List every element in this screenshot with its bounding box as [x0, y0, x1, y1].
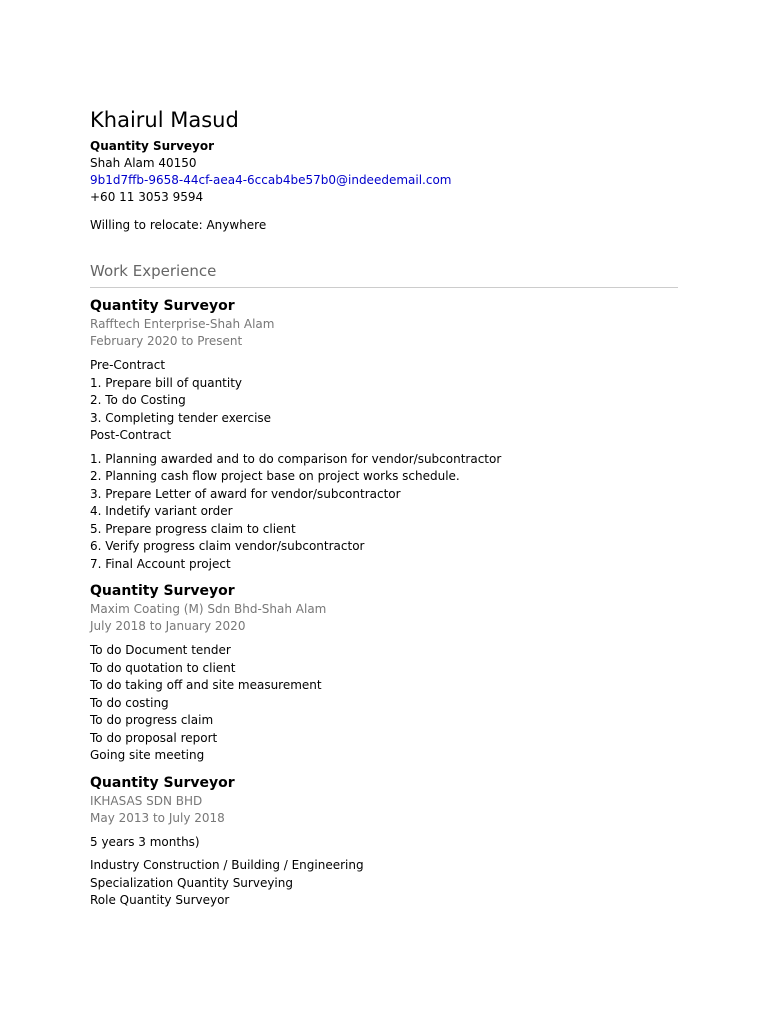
- job-entry: [90, 297, 678, 573]
- description-line: 3. Prepare Letter of award for vendor/subcontractor: [90, 486, 401, 501]
- description-line: 1. Prepare bill of quantity: [90, 375, 243, 390]
- description-line: Post-Contract: [90, 428, 172, 442]
- description-line: 2. Planning cash flow project base on project works schedule.: [90, 469, 460, 483]
- resume: [90, 104, 678, 910]
- description-line: Pre-Contract: [90, 358, 166, 372]
- job-description: [90, 357, 678, 445]
- description-line: To do costing: [90, 695, 169, 710]
- phone: +60 11 3053 9594: [90, 190, 204, 204]
- description-line: 7. Final Account project: [90, 556, 231, 571]
- headline: Quantity Surveyor: [90, 139, 215, 153]
- job-description: [90, 857, 678, 910]
- candidate-name: Khairul Masud: [90, 108, 239, 132]
- description-line: Industry Construction / Building / Engineering: [90, 858, 364, 872]
- relocate-preference: Willing to relocate: Anywhere: [90, 218, 267, 232]
- job-company-line: [90, 316, 678, 333]
- job-company: IKHASAS SDN BHD: [90, 793, 203, 808]
- work-experience-heading: Work Experience: [90, 262, 217, 280]
- location: Shah Alam 40150: [90, 156, 197, 170]
- description-line: Role Quantity Surveyor: [90, 893, 230, 907]
- description-line: Specialization Quantity Surveying: [90, 875, 293, 890]
- job-location: Shah Alam: [261, 602, 327, 616]
- job-description: [90, 642, 678, 765]
- job-dates: July 2018 to January 2020: [90, 619, 246, 633]
- description-line: To do Document tender: [90, 643, 231, 657]
- description-line: To do quotation to client: [90, 660, 236, 675]
- job-location: Shah Alam: [209, 317, 275, 331]
- job-description: [90, 451, 678, 574]
- description-line: To do taking off and site measurement: [90, 678, 322, 692]
- job-dates: February 2020 to Present: [90, 334, 243, 348]
- job-entry: [90, 582, 678, 765]
- description-line: 5 years 3 months): [90, 834, 200, 849]
- description-line: 6. Verify progress claim vendor/subcontractor: [90, 539, 365, 553]
- description-line: 2. To do Costing: [90, 393, 186, 407]
- job-dates: May 2013 to July 2018: [90, 810, 225, 825]
- job-company-line: [90, 601, 678, 618]
- job-description: [90, 834, 678, 852]
- job-company: Rafftech Enterprise: [90, 317, 206, 331]
- company-separator: -: [205, 317, 210, 331]
- job-title: Quantity Surveyor: [90, 774, 235, 791]
- job-title: Quantity Surveyor: [90, 298, 235, 314]
- description-line: To do proposal report: [90, 730, 218, 745]
- email-link[interactable]: 9b1d7ffb-9658-44cf-aea4-6ccab4be57b0@indeedemail.com: [90, 173, 452, 187]
- job-company: Maxim Coating (M) Sdn Bhd: [90, 602, 258, 616]
- description-line: 5. Prepare progress claim to client: [90, 521, 296, 536]
- company-separator: -: [257, 602, 262, 616]
- description-line: 3. Completing tender exercise: [90, 410, 272, 425]
- section-divider: [90, 287, 678, 288]
- description-line: To do progress claim: [90, 713, 214, 727]
- description-line: Going site meeting: [90, 748, 205, 762]
- description-line: 1. Planning awarded and to do comparison for vendor/subcontractor: [90, 451, 502, 466]
- job-title: Quantity Surveyor: [90, 583, 235, 599]
- description-line: 4. Indetify variant order: [90, 504, 233, 518]
- job-entry: [90, 774, 678, 910]
